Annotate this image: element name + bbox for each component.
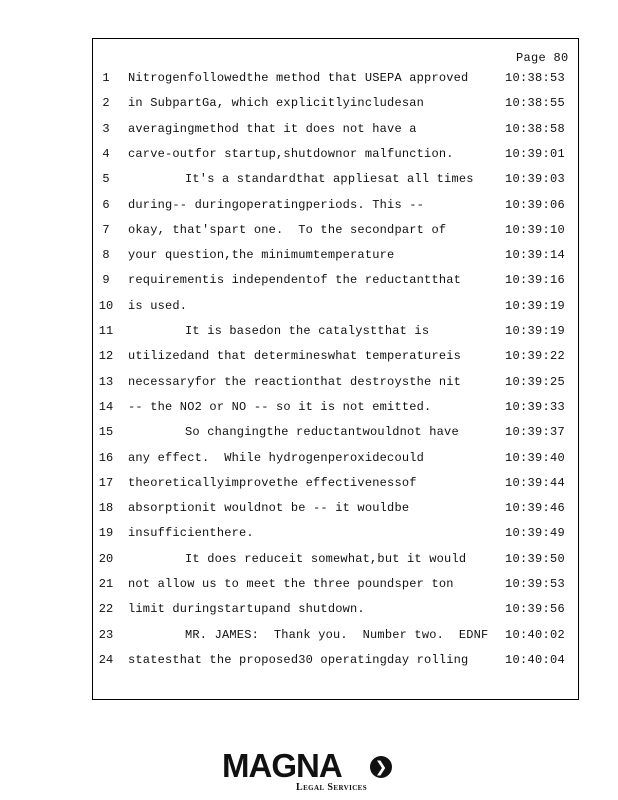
page-number: Page 80 (516, 51, 569, 65)
line-text: It is basedon the catalystthat is (185, 324, 430, 338)
transcript-line (0, 501, 618, 521)
line-text: Nitrogenfollowedthe method that USEPA approved (128, 71, 469, 85)
transcript-line (0, 299, 618, 319)
line-text: is used. (128, 298, 188, 313)
transcript-line (0, 273, 618, 293)
line-number: 17 (98, 475, 114, 490)
line-text: So changingthe reductantwouldnot have (185, 425, 459, 440)
line-number: 9 (102, 273, 110, 288)
timestamp: 10:39:33 (504, 399, 565, 414)
line-text: insufficienthere. (128, 526, 254, 541)
timestamp: 10:39:53 (504, 577, 565, 591)
line-number: 21 (98, 577, 114, 591)
timestamp: 10:39:19 (504, 298, 565, 313)
transcript-line (0, 375, 618, 395)
timestamp: 10:39:25 (504, 374, 565, 389)
line-text: not allow us to meet the three poundsper ton (128, 577, 454, 591)
timestamp: 10:39:37 (504, 425, 565, 440)
timestamp: 10:38:53 (504, 71, 565, 85)
line-number: 12 (98, 349, 114, 364)
timestamp: 10:40:02 (504, 627, 565, 642)
line-text: absorptionit wouldnot be -- it wouldbe (128, 501, 410, 516)
line-text: It's a standardthat appliesat all times (185, 172, 474, 187)
timestamp: 10:39:06 (504, 197, 565, 212)
transcript-line (0, 223, 618, 243)
timestamp: 10:39:46 (504, 501, 565, 516)
timestamp: 10:39:50 (504, 551, 565, 566)
line-text: in SubpartGa, which explicitlyincludesan (128, 96, 425, 111)
magna-logo (222, 748, 397, 794)
line-number: 8 (102, 248, 110, 263)
transcript-line (0, 349, 618, 369)
logo-tagline: Legal Services (296, 782, 368, 793)
line-text: utilizedand that determineswhat temperatureis (128, 349, 462, 364)
transcript-line (0, 653, 618, 673)
line-text: It does reduceit somewhat,but it would (185, 551, 467, 566)
transcript-line (0, 96, 618, 116)
line-text: requirementis independentof the reductantthat (128, 273, 462, 288)
timestamp: 10:39:10 (504, 222, 565, 237)
transcript-line (0, 602, 618, 622)
transcript-line (0, 552, 618, 572)
timestamp: 10:39:49 (504, 526, 565, 541)
line-text: MR. JAMES: Thank you. Number two. EDNF (185, 627, 489, 642)
line-number: 14 (98, 399, 114, 414)
transcript-line (0, 198, 618, 218)
transcript-line (0, 577, 618, 597)
logo-wordmark: MAGNA (222, 747, 342, 784)
line-number: 15 (98, 425, 114, 440)
line-text: carve-outfor startup,shutdownor malfunction. (128, 146, 454, 161)
line-text: okay, that'spart one. To the secondpart of (128, 222, 447, 237)
arrow-icon: ❯ (370, 756, 392, 778)
line-number: 22 (98, 602, 114, 617)
line-number: 10 (98, 298, 114, 313)
line-text: -- the NO2 or NO -- so it is not emitted. (128, 399, 432, 414)
timestamp: 10:38:55 (504, 96, 565, 111)
line-number: 1 (102, 71, 110, 85)
transcript-line (0, 526, 618, 546)
transcript-line (0, 628, 618, 648)
timestamp: 10:39:16 (504, 273, 565, 288)
line-text: averagingmethod that it does not have a (128, 121, 417, 136)
transcript-line (0, 476, 618, 496)
timestamp: 10:39:40 (504, 450, 565, 465)
line-number: 3 (102, 121, 110, 136)
line-number: 23 (98, 627, 114, 642)
line-text: theoreticallyimprovethe effectivenessof (128, 475, 417, 490)
transcript-line (0, 147, 618, 167)
timestamp: 10:39:56 (504, 602, 565, 617)
timestamp: 10:39:22 (504, 349, 565, 364)
line-number: 19 (98, 526, 114, 541)
timestamp: 10:39:19 (504, 324, 565, 338)
line-number: 11 (98, 324, 114, 338)
transcript-line (0, 248, 618, 268)
transcript-line (0, 451, 618, 471)
line-number: 20 (98, 551, 114, 566)
line-text: necessaryfor the reactionthat destroysthe nit (128, 374, 462, 389)
transcript-line (0, 324, 618, 344)
line-number: 7 (102, 222, 110, 237)
line-number: 2 (102, 96, 110, 111)
line-text: statesthat the proposed30 operatingday rolling (128, 652, 469, 667)
transcript-line (0, 122, 618, 142)
line-text: your question,the minimumtemperature (128, 248, 395, 263)
transcript-line (0, 400, 618, 420)
line-number: 6 (102, 197, 110, 212)
line-number: 16 (98, 450, 114, 465)
line-number: 18 (98, 501, 114, 516)
line-number: 4 (102, 146, 110, 161)
timestamp: 10:39:14 (504, 248, 565, 263)
transcript-line (0, 71, 618, 91)
timestamp: 10:38:58 (504, 121, 565, 136)
timestamp: 10:39:03 (504, 172, 565, 187)
line-number: 24 (98, 652, 114, 667)
line-text: any effect. While hydrogenperoxidecould (128, 450, 425, 465)
line-number: 5 (102, 172, 110, 187)
transcript-line (0, 172, 618, 192)
timestamp: 10:39:01 (504, 146, 565, 161)
line-text: during-- duringoperatingperiods. This -- (128, 197, 425, 212)
timestamp: 10:40:04 (504, 652, 565, 667)
timestamp: 10:39:44 (504, 475, 565, 490)
line-number: 13 (98, 374, 114, 389)
transcript-line (0, 425, 618, 445)
line-text: limit duringstartupand shutdown. (128, 602, 365, 617)
